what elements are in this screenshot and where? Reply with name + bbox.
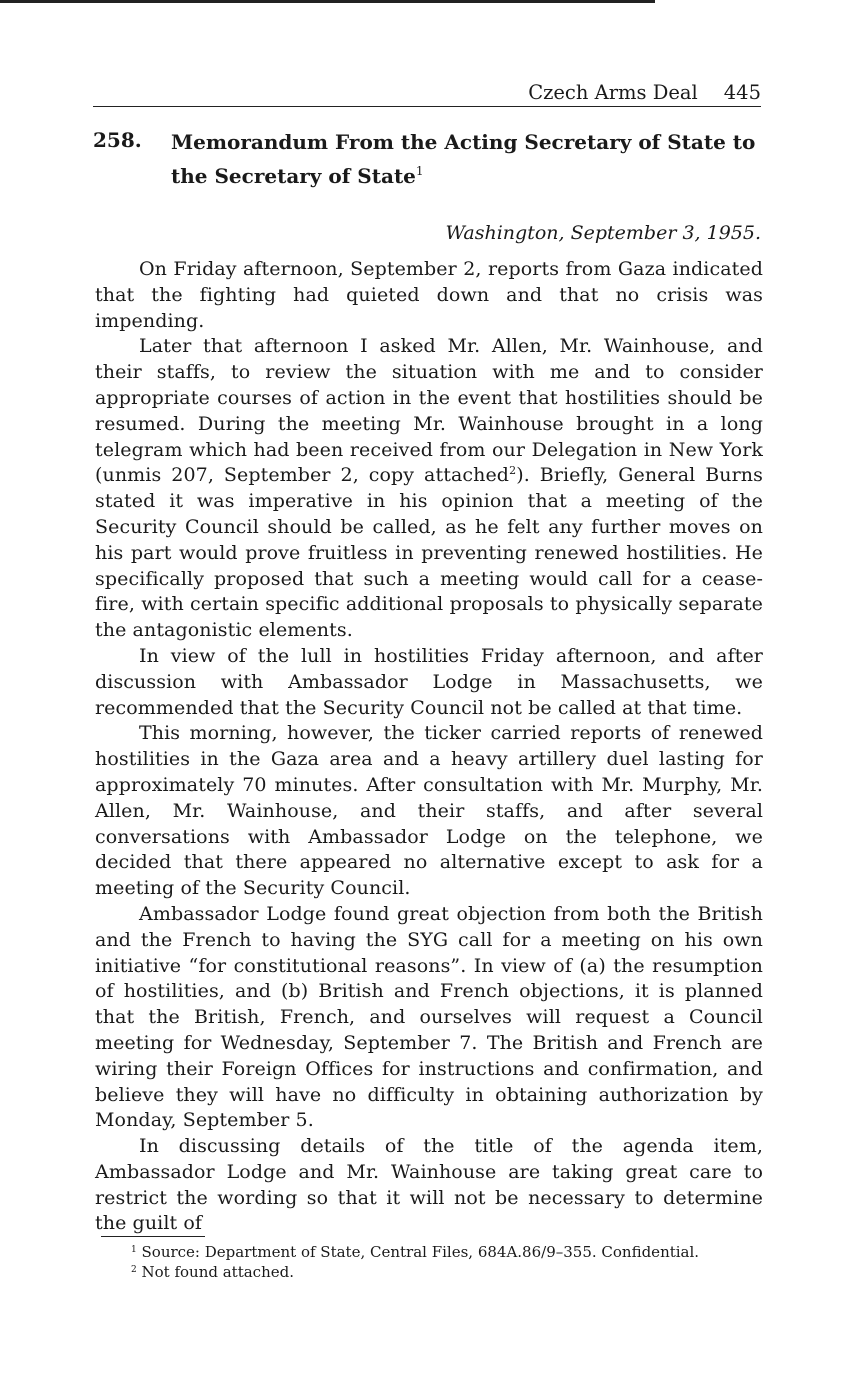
paragraph: Ambassador Lodge found great objection from both the British and the French to having the SYG call for a meeting on his own initiative “for constitutional reasons”. In view of (a) the resumption of hostilities, and (b) British and French objections, it is planned that the British, French, and ourselves will request a Council meeting for Wednesday, September 7. The British and French are wiring their Foreign Offices for instructions and confirmation, and believe they will have no difficulty in obtaining authorization by Monday, September 5. [95, 902, 763, 1132]
dateline: Washington, September 3, 1955. [445, 222, 761, 244]
footnotes [131, 1242, 771, 1282]
paragraph: This morning, however, the ticker carried reports of renewed hostilities in the Gaza area and a heavy artillery duel lasting for approximately 70 minutes. After consultation with Mr. Murphy, Mr. Allen, Mr. Wainhouse, and their staffs, and after several conversations with Ambassador Lodge on the telephone, we decided that there appeared no alternative except to ask for a meeting of the Security Council. [95, 722, 763, 900]
running-head [93, 80, 761, 107]
footnote-mark: 2 [131, 1265, 137, 1275]
running-head-title: Czech Arms Deal [528, 81, 698, 104]
memo-body [95, 257, 763, 1237]
footnote-mark: 1 [131, 1245, 137, 1255]
title-footnote-ref[interactable]: 1 [415, 164, 424, 178]
footnote-text: Source: Department of State, Central Files, 684A.86/9–355. Confidential. [141, 1243, 700, 1261]
footnote-text: Not found attached. [141, 1263, 294, 1281]
paragraph: On Friday afternoon, September 2, reports from Gaza indicated that the fighting had quieted down and that no crisis was impending. [95, 258, 763, 332]
paragraph-text: ). Briefly, General Burns stated it was imperative in his opinion that a meeting of the Security Council should be called, as he felt any further moves on his part would prove fruitless in preventing renewed hostilities. He specifically proposed that such a meeting would call for a cease-fire, with certain specific additional proposals to physically separate the antagonistic elements. [95, 464, 763, 642]
paragraph-text: Later that afternoon I asked Mr. Allen, Mr. Wainhouse, and their staffs, to review the situation with me and to consider appropriate courses of action in the event that hostilities should be resumed. During the meeting Mr. Wainhouse brought in a long telegram which had been received from our Delegation in New York (unmis 207, September 2, copy attached [95, 335, 763, 487]
document-title-text: Memorandum From the Acting Secretary of State to the Secretary of State [171, 130, 756, 188]
footnote-ref[interactable]: 2 [509, 464, 517, 478]
document-title [171, 128, 771, 191]
footnote [131, 1262, 771, 1282]
paragraph: In view of the lull in hostilities Friday afternoon, and after discussion with Ambassador Lodge in Massachusetts, we recommended that the Security Council not be called at that time. [95, 644, 763, 719]
top-edge-rule [0, 0, 655, 3]
paragraph: In discussing details of the title of the agenda item, Ambassador Lodge and Mr. Wainhouse are taking great care to restrict the wording so that it will not be necessary to determine the guilt of [95, 1135, 763, 1235]
footnote-divider [101, 1236, 205, 1237]
page-number: 445 [723, 81, 761, 104]
footnote [131, 1242, 771, 1262]
paragraph [95, 334, 763, 644]
document-number: 258. [93, 128, 142, 152]
